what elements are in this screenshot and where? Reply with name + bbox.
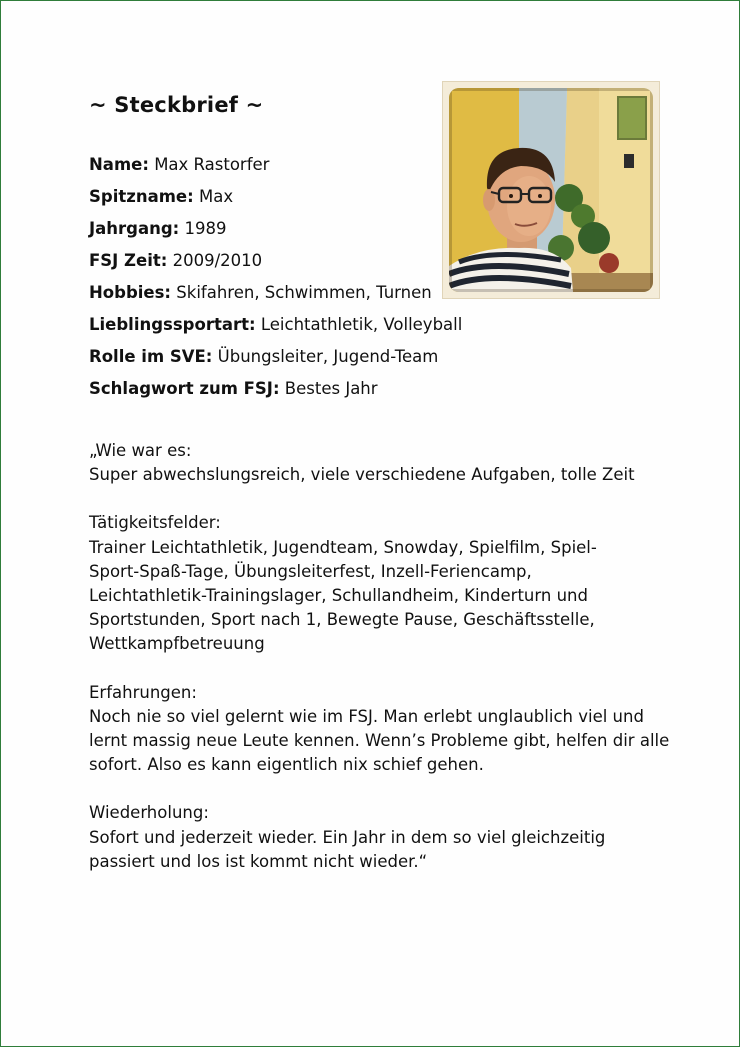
text-line: Sofort und jederzeit wieder. Ein Jahr in dem so viel gleichzeitig xyxy=(89,827,606,847)
text-line: lernt massig neue Leute kennen. Wenn’s Probleme gibt, helfen dir alle xyxy=(89,731,670,751)
text-line: sofort. Also es kann eigentlich nix schief gehen. xyxy=(89,755,484,775)
report-text xyxy=(89,439,689,898)
fact-value: Übungsleiter, Jugend-Team xyxy=(217,347,439,366)
fact-label: Spitzname: xyxy=(89,187,194,206)
profile-photo xyxy=(442,81,660,299)
section-heading: Wiederholung: xyxy=(89,803,209,823)
fact-name xyxy=(89,151,462,183)
profile-facts xyxy=(89,151,462,407)
fact-label: Rolle im SVE: xyxy=(89,347,213,366)
fact-value: Max Rastorfer xyxy=(154,155,270,174)
fact-hobbies xyxy=(89,279,462,311)
fact-label: Jahrgang: xyxy=(89,219,180,238)
text-line: Trainer Leichtathletik, Jugendteam, Snowday, Spielfilm, Spiel- xyxy=(89,537,597,557)
fact-nickname xyxy=(89,183,462,215)
portrait-illustration xyxy=(449,88,653,292)
text-line: Leichtathletik-Trainingslager, Schullandheim, Kinderturn und xyxy=(89,586,588,606)
text-line: Sport-Spaß-Tage, Übungsleiterfest, Inzell-Feriencamp, xyxy=(89,561,532,581)
fact-value: Skifahren, Schwimmen, Turnen xyxy=(176,283,432,302)
section-how-was-it xyxy=(89,439,689,487)
text-line: Wettkampfbetreuung xyxy=(89,634,265,654)
fact-value: 1989 xyxy=(184,219,227,238)
fact-value: Max xyxy=(198,187,234,206)
section-heading: „Wie war es: xyxy=(89,441,192,460)
section-repeat xyxy=(89,801,689,874)
fact-label: Schlagwort zum FSJ: xyxy=(89,379,280,398)
section-heading: Tätigkeitsfelder: xyxy=(89,513,221,533)
text-line: passiert und los ist kommt nicht wieder.“ xyxy=(89,851,428,871)
section-activities xyxy=(89,511,689,656)
fact-label: Name: xyxy=(89,155,149,174)
fact-favorite-sport xyxy=(89,311,462,343)
fact-role xyxy=(89,343,462,375)
fact-label: Hobbies: xyxy=(89,283,172,302)
section-experiences xyxy=(89,681,689,778)
section-heading: Erfahrungen: xyxy=(89,682,197,702)
fact-value: Leichtathletik, Volleyball xyxy=(260,315,463,334)
text-line: Noch nie so viel gelernt wie im FSJ. Man erlebt unglaublich viel und xyxy=(89,706,644,726)
fact-value: 2009/2010 xyxy=(172,251,263,270)
page-title: ~ Steckbrief ~ xyxy=(89,93,264,117)
text-line: Super abwechslungsreich, viele verschiedene Aufgaben, tolle Zeit xyxy=(89,465,635,485)
fact-birth-year xyxy=(89,215,462,247)
text-line: Sportstunden, Sport nach 1, Bewegte Pause, Geschäftsstelle, xyxy=(89,610,595,630)
fact-value: Bestes Jahr xyxy=(284,379,378,398)
fact-label: FSJ Zeit: xyxy=(89,251,168,270)
fact-label: Lieblingssportart: xyxy=(89,315,256,334)
fact-fsj-period xyxy=(89,247,462,279)
fact-keyword xyxy=(89,375,462,407)
